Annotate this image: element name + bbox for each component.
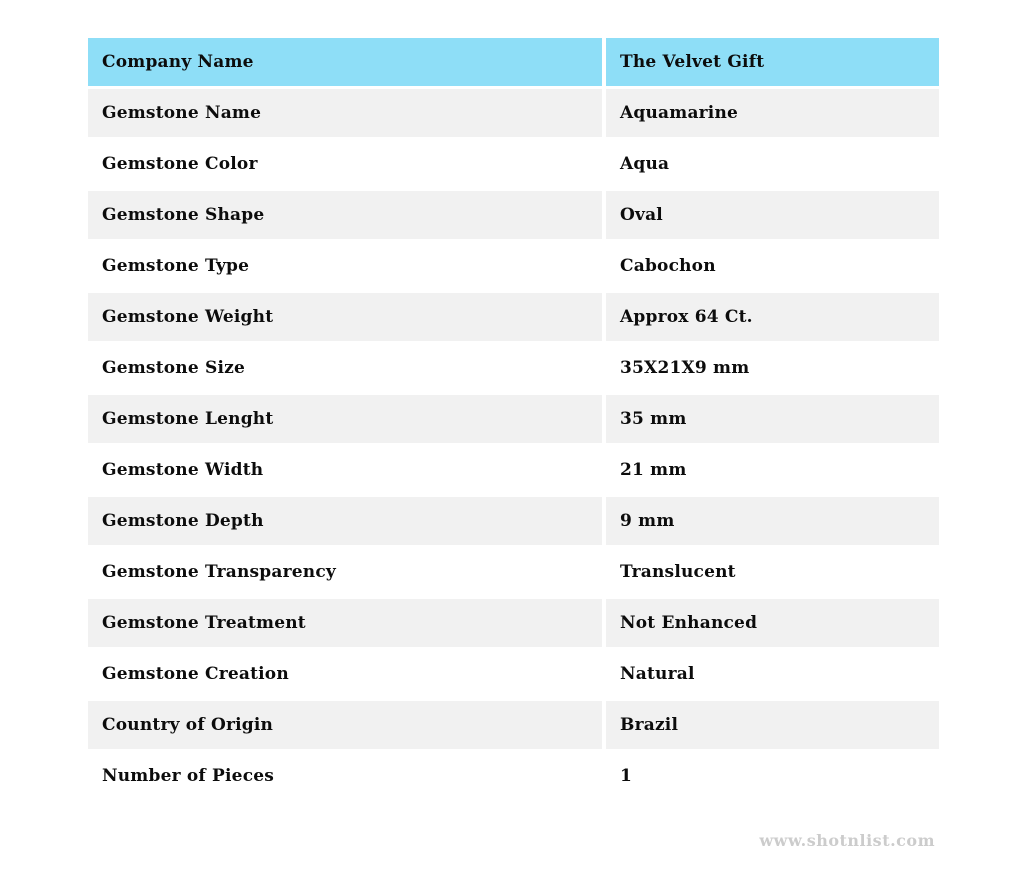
- header-row: [88, 38, 939, 86]
- row-label: Gemstone Creation: [88, 650, 602, 698]
- row-label: Gemstone Size: [88, 344, 602, 392]
- row-value: 1: [606, 752, 939, 800]
- row-label: Gemstone Depth: [88, 497, 602, 545]
- row-label: Country of Origin: [88, 701, 602, 749]
- table-row: [88, 89, 939, 137]
- table-row: [88, 701, 939, 749]
- row-value: Translucent: [606, 548, 939, 596]
- row-label: Gemstone Type: [88, 242, 602, 290]
- row-value: 21 mm: [606, 446, 939, 494]
- row-value: 35 mm: [606, 395, 939, 443]
- row-value: Cabochon: [606, 242, 939, 290]
- table-row: [88, 344, 939, 392]
- row-label: Gemstone Width: [88, 446, 602, 494]
- row-value: Approx 64 Ct.: [606, 293, 939, 341]
- row-value: Brazil: [606, 701, 939, 749]
- row-value: Not Enhanced: [606, 599, 939, 647]
- row-value: Aquamarine: [606, 89, 939, 137]
- row-label: Gemstone Color: [88, 140, 602, 188]
- row-label: Number of Pieces: [88, 752, 602, 800]
- table-body: [88, 89, 939, 800]
- row-value: 35X21X9 mm: [606, 344, 939, 392]
- table-row: [88, 446, 939, 494]
- row-label: Gemstone Treatment: [88, 599, 602, 647]
- table-row: [88, 599, 939, 647]
- table-row: [88, 497, 939, 545]
- row-label: Gemstone Name: [88, 89, 602, 137]
- table-row: [88, 752, 939, 800]
- table-row: [88, 548, 939, 596]
- table-row: [88, 242, 939, 290]
- row-label: Gemstone Shape: [88, 191, 602, 239]
- site-watermark: www.shotnlist.com: [759, 831, 935, 850]
- table-row: [88, 395, 939, 443]
- row-label: Gemstone Transparency: [88, 548, 602, 596]
- table-row: [88, 293, 939, 341]
- row-value: Natural: [606, 650, 939, 698]
- table-row: [88, 140, 939, 188]
- table-row: [88, 650, 939, 698]
- row-value: Oval: [606, 191, 939, 239]
- row-label: Gemstone Weight: [88, 293, 602, 341]
- row-label: Gemstone Lenght: [88, 395, 602, 443]
- table-row: [88, 191, 939, 239]
- table-header: [88, 38, 939, 86]
- row-value: Aqua: [606, 140, 939, 188]
- row-value: 9 mm: [606, 497, 939, 545]
- header-label-cell: Company Name: [88, 38, 602, 86]
- header-value-cell: The Velvet Gift: [606, 38, 939, 86]
- gemstone-spec-table: [84, 35, 943, 803]
